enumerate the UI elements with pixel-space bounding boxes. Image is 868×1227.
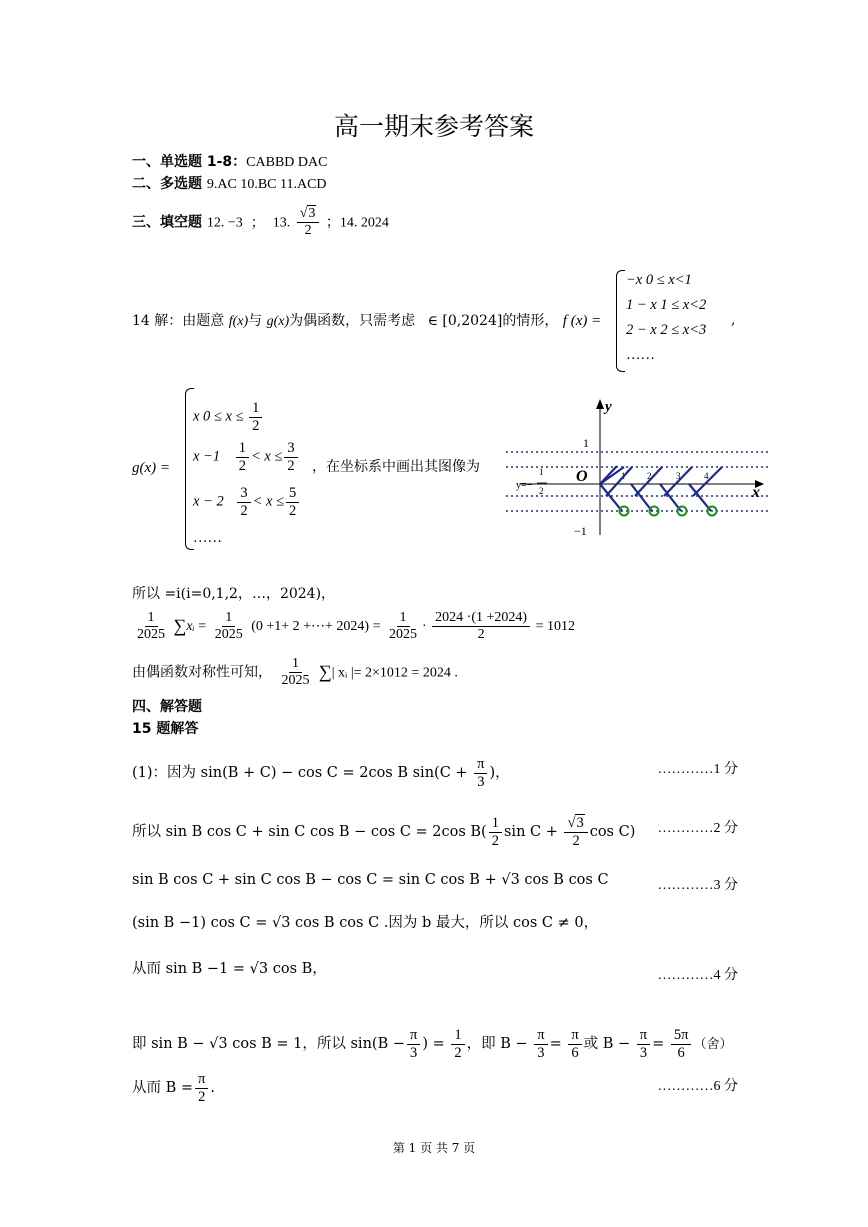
- l6-six2: 6: [677, 1044, 685, 1061]
- q15-line1-text: (1)：因为 sin(B + C) − cos C = 2cos B sin(C +: [132, 765, 468, 782]
- q15-line4: (sin B −1) cos C = √3 cos B cos C .因为 b 最大，所以 cos C ≠ 0，: [132, 915, 599, 931]
- l6-one: 1: [451, 1027, 464, 1045]
- seg-f: [600, 484, 622, 511]
- tick-neg1-label: −1: [574, 524, 587, 538]
- f-case-3: 2 − x 2 ≤ x<3: [626, 322, 707, 338]
- l6-pi3: π: [568, 1027, 581, 1045]
- l7-pi: π: [195, 1071, 208, 1089]
- g1-num: 1: [249, 400, 262, 418]
- q15-line6-c: ，即 B −: [466, 1036, 528, 1053]
- score-1: …………1 分: [657, 762, 738, 777]
- x-tick-4: 4: [704, 471, 709, 481]
- f-comma: ,: [731, 312, 736, 328]
- section2-label: 二、多选题: [132, 176, 207, 192]
- g-symbol: g(x): [266, 314, 290, 329]
- x-tick-2: 2: [647, 471, 652, 481]
- q15-l2-sqrt3: 3: [576, 815, 584, 831]
- q14-intro: [132, 313, 601, 330]
- line-label-den: 2: [539, 486, 544, 496]
- f-case-2: 1 − x 1 ≤ x<2: [626, 297, 707, 313]
- q13-num: 3: [308, 206, 316, 221]
- q14-interval: ∈ [0,2024]的情形，: [427, 313, 559, 329]
- x-tick-3: 3: [676, 471, 681, 481]
- g2-hi-den: 2: [287, 457, 295, 474]
- q15-line2-a: 所以 sin B cos C + sin C cos B − cos C = 2cos B(: [132, 824, 487, 841]
- g-case-2: x −1 $\frac{1}{2}$ < x ≤ $\frac{3}{2}$: [193, 440, 300, 474]
- q15-line7: [132, 1071, 215, 1105]
- after-g-text: ，在坐标系中画出其图像为: [312, 459, 480, 475]
- separator: ；: [250, 214, 265, 231]
- f-case-1: −x 0 ≤ x<1: [626, 272, 692, 288]
- f-cases-brace: [616, 270, 625, 372]
- q15-line6-e: 或 B −: [583, 1036, 631, 1053]
- sum-frac1-den: 2025: [137, 627, 165, 643]
- section1-answers: CABBD DAC: [246, 155, 328, 170]
- q15-line6-d: =: [549, 1036, 562, 1053]
- q15-line3: sin B cos C + sin C cos B − cos C = sin C cos B + √3 cos B cos C: [132, 872, 609, 888]
- page-title: 高一期末参考答案: [333, 112, 534, 141]
- g2-lo-den: 2: [238, 457, 246, 474]
- l6-pi2: π: [534, 1027, 547, 1045]
- sum-frac4-den: 2: [477, 627, 485, 643]
- score-4: …………4 分: [657, 968, 738, 983]
- q12-answer: 12. −3: [206, 215, 243, 231]
- g-case-2-text: x −1: [193, 448, 221, 465]
- q13-label: 13.: [272, 215, 291, 231]
- origin-label: O: [576, 468, 588, 485]
- section3-line: [132, 206, 389, 239]
- section1-line: [132, 155, 327, 170]
- sum-frac2-num: 1: [222, 610, 235, 627]
- q15-line1-end: )，: [489, 765, 510, 782]
- sum-frac3-den: 2025: [389, 627, 417, 643]
- g-case-1: [193, 400, 264, 434]
- l6-pi4: π: [637, 1027, 650, 1045]
- g-case-1-text: x 0 ≤ x ≤: [193, 408, 244, 425]
- sum-frac1-num: 1: [145, 610, 158, 627]
- section1-label: 一、单选题 1-8：: [132, 154, 247, 170]
- x-axis-label: x: [752, 484, 760, 501]
- sym-text: 由偶函数对称性可知，: [132, 664, 272, 681]
- q15-line7-a: 从而 B =: [132, 1080, 194, 1097]
- l6-six1: 6: [571, 1044, 579, 1061]
- page-footer: 第 1 页 共 7 页: [392, 1141, 476, 1155]
- q14-mid2: 为偶函数，只需考虑: [289, 313, 416, 329]
- fx-label: f (x) =: [562, 313, 602, 329]
- gx-label: g(x) =: [132, 460, 171, 476]
- x-tick-1: 1: [621, 471, 626, 481]
- sum-frac4-num: 2024 ·(1 +2024): [432, 610, 530, 627]
- g3-lo-num: 3: [237, 485, 250, 503]
- sum-frac3-num: 1: [397, 610, 410, 627]
- g3-hi-den: 2: [289, 502, 297, 519]
- q15-line5: 从而 sin B −1 = √3 cos B，: [132, 961, 327, 977]
- l7-two: 2: [198, 1088, 206, 1105]
- l6-5pi: 5π: [671, 1027, 692, 1045]
- sym-line: 由偶函数对称性可知， $\frac{1}{2025}$ ∑| xᵢ |= 2×1012 = 2024 .: [132, 656, 458, 689]
- graph: [500, 395, 780, 550]
- sum-result: = 1012: [535, 618, 575, 634]
- g2-lo-num: 1: [236, 440, 249, 458]
- sym-frac-den: 2025: [281, 673, 310, 689]
- g-case-3-text: x − 2: [193, 493, 224, 510]
- section2-answers: 9.AC 10.BC 11.ACD: [206, 177, 327, 192]
- score-3: …………3 分: [657, 878, 738, 893]
- score-2: …………2 分: [657, 821, 738, 836]
- g-case-3: x − 2 $\frac{3}{2}$ < x ≤ $\frac{5}{2}$: [193, 485, 301, 519]
- f-symbol: f(x): [228, 314, 249, 329]
- q15-l2-one: 1: [489, 815, 502, 833]
- section3-label: 三、填空题: [132, 214, 207, 231]
- sym-result: | xᵢ |= 2×1012 = 2024 .: [331, 665, 458, 681]
- l6-pi1: π: [407, 1027, 420, 1045]
- so-line: 所以 =i(i=0,1,2，…，2024)，: [132, 586, 336, 602]
- q15-line2: 所以 sin B cos C + sin C cos B − cos C = 2cos B( $\frac{1}{2}$ sin C + $\frac{√3}{2}$ cos C): [132, 815, 636, 849]
- section2-line: [132, 177, 327, 192]
- line-label-num: 1: [539, 467, 544, 477]
- sym-frac-num: 1: [289, 656, 302, 673]
- q13-fraction: $\frac{√3}{2}$: [297, 206, 320, 239]
- l6-three3: 3: [639, 1044, 648, 1061]
- q15-line6-f: =: [652, 1036, 665, 1053]
- q14-mid1: 与: [248, 313, 267, 329]
- g1-den: 2: [252, 417, 260, 434]
- y-axis-label: y: [605, 399, 612, 415]
- q14-intro-text: 14 解：由题意: [132, 313, 229, 329]
- f-case-more: ……: [626, 347, 655, 363]
- g3-hi-num: 5: [286, 485, 299, 503]
- y-axis-arrow: [596, 399, 604, 409]
- q15-line6-a: 即 sin B − √3 cos B = 1，所以 sin(B −: [132, 1036, 405, 1053]
- q14-answer: ；14. 2024: [325, 215, 389, 231]
- l6-two: 2: [454, 1044, 462, 1061]
- score-6: …………6 分: [657, 1079, 738, 1094]
- section4-label: 四、解答题: [132, 699, 202, 715]
- g2-hi-num: 3: [284, 440, 297, 458]
- l6-three1: 3: [410, 1044, 418, 1061]
- q15-line6-g: （舍）: [693, 1037, 733, 1053]
- q15-line2-b: sin C +: [503, 824, 558, 841]
- q15-l1-three: 3: [477, 773, 485, 790]
- q15-line1: [132, 756, 510, 790]
- q15-l2-two: 2: [491, 832, 499, 849]
- q15-l2-two-b: 2: [572, 832, 580, 849]
- sum-line: $\frac{1}{2025}$ ∑xᵢ = $\frac{1}{2025}$ (0 +1+ 2 +⋯+ 2024) = $\frac{1}{2025}$ · $\frac{2024 \cdot(1 +2024)}{2}$ = 1012: [132, 610, 575, 643]
- q15-label: 15 题解答: [132, 721, 199, 737]
- q15-line2-c: cos C): [589, 824, 636, 841]
- line-label: y=−: [516, 480, 533, 491]
- q15-line7-b: .: [210, 1080, 215, 1097]
- l6-three2: 3: [537, 1044, 545, 1061]
- q15-l1-pi: π: [474, 756, 487, 774]
- q15-line6: [132, 1027, 732, 1061]
- sum-expr: (0 +1+ 2 +⋯+ 2024) =: [251, 618, 381, 634]
- q13-den: 2: [304, 223, 312, 239]
- tick-1-label: 1: [583, 436, 589, 450]
- q15-line6-b: ) =: [422, 1036, 445, 1053]
- sum-frac2-den: 2025: [214, 627, 243, 643]
- g3-lo-den: 2: [240, 502, 248, 519]
- g-case-more: ……: [193, 530, 222, 546]
